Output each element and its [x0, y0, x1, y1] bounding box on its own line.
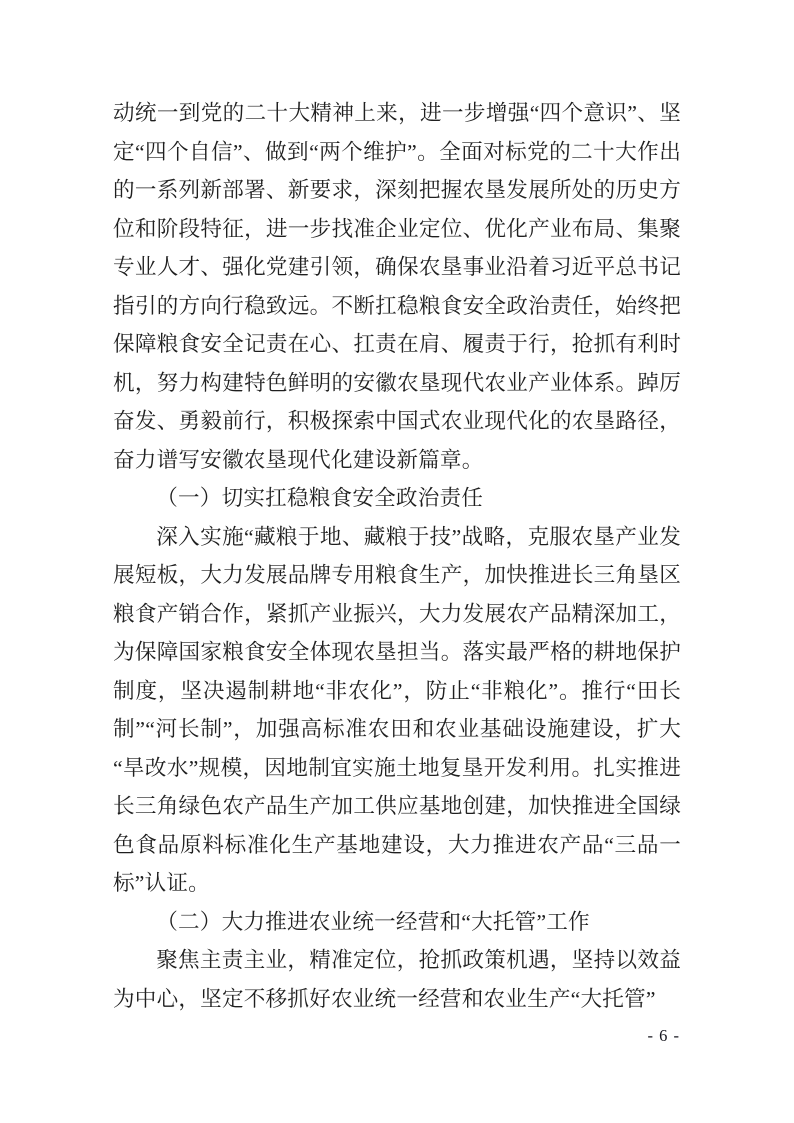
paragraph-continuation: 动统一到党的二十大精神上来，进一步增强“四个意识”、坚定“四个自信”、做到“两个维护”。全面对标党的二十大作出的一系列新部署、新要求，深刻把握农垦发展所处的历史方位和阶段特征，进一步找准企业定位、优化产业布局、集聚专业人才、强化党建引领，确保农垦事业沿着习近平总书记指引的方向行稳致远。不断扛稳粮食安全政治责任，始终把保障粮食安全记责在心、扛责在肩、履责于行，抢抓有利时机，努力构建特色鲜明的安徽农垦现代农业产业体系。踔厉奋发、勇毅前行，积极探索中国式农业现代化的农垦路径，奋力谱写安徽农垦现代化建设新篇章。 — [113, 101, 681, 472]
paragraph-section-2: 聚焦主责主业，精准定位，抢抓政策机遇，坚持以效益为中心，坚定不移抓好农业统一经营和农业生产“大托管” — [113, 948, 681, 1011]
section-heading-2: （二）大力推进农业统一经营和“大托管”工作 — [156, 909, 590, 934]
paragraph-section-1: 深入实施“藏粮于地、藏粮于技”战略，克服农垦产业发展短板，大力发展品牌专用粮食生产，加快推进长三角垦区粮食产销合作，紧抓产业振兴，大力发展农产品精深加工，为保障国家粮食安全体现农垦担当。落实最严格的耕地保护制度，坚决遏制耕地“非农化”，防止“非粮化”。推行“田长制”“河长制”，加强高标准农田和农业基础设施建设，扩大“旱改水”规模，因地制宜实施土地复垦开发利用。扎实推进长三角绿色农产品生产加工供应基地创建，加快推进全国绿色食品原料标准化生产基地建设，大力推进农产品“三品一标”认证。 — [113, 524, 681, 895]
section-heading-1: （一）切实扛稳粮食安全政治责任 — [156, 486, 484, 510]
document-body — [113, 94, 681, 1018]
page-number: - 6 - — [647, 1026, 680, 1045]
